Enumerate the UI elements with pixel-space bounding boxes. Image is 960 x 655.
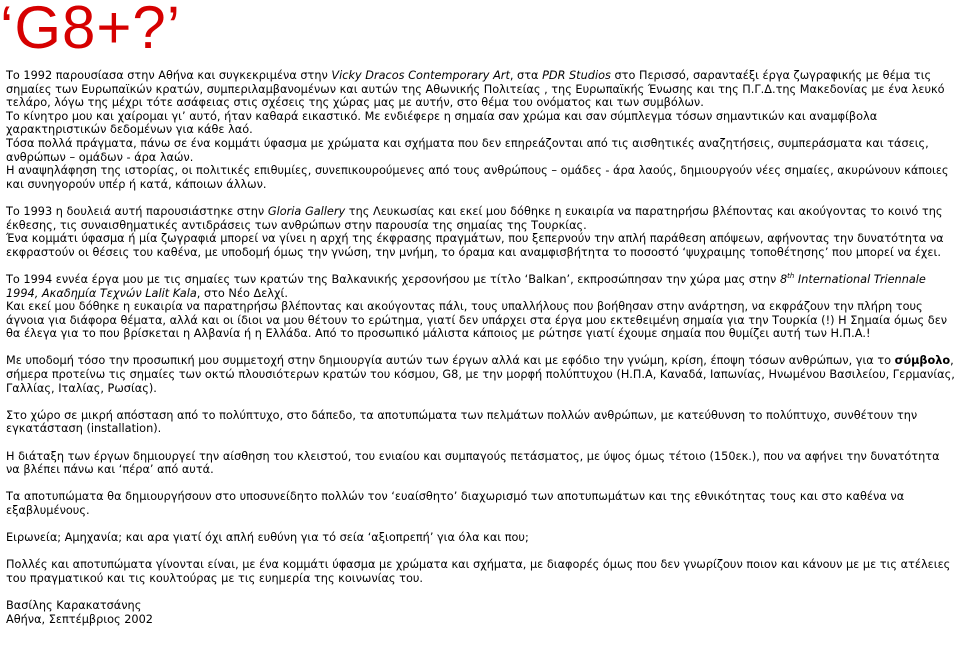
paragraph-g8-proposal: Με υποδομή τόσο την προσωπική μου συμμετοχή στην δημιουργία αυτών των έργων αλλά και με εφόδιο την γνώμη, κρίση, έποψη τόσων ανθρώπων, για το σύμβολο, σήμερα προτείνω τις σημαίες των οκτώ πλουσιότερων κρατών του κόσμου, G8, με την μορφή πολύπτυχου (Η.Π.Α, Καναδά, Ιαπωνίας, Ηνωμένου Βασιλείου, Γερμανίας, Γαλλίας, Ιταλίας, Ρωσίας). [6, 354, 955, 395]
paragraph-1992-exhibition: Το 1992 παρουσίασα στην Αθήνα και συγκεκριμένα στην Vicky Dracos Contemporary Art, στα PDR Studios στο Περισσό, σαρανταέξι έργα ζωγραφικής με θέμα τις σημαίες των Ευρωπαϊκών κρατών, συμπεριλαμβανομένων και αυτών της Αθωνικής Πολιτείας , της Ευρωπαϊκής Ένωσης και της Π.Γ.Δ.της Μακεδονίας με ένα λευκό τελάρο, λόγω της μέχρι τότε ασάφειας στις σχέσεις της χώρας μας με αυτήν, στο θέμα του ονόματος και των συμβόλων. [6, 69, 945, 110]
paragraph-footprints: Τα αποτυπώματα θα δημιουργήσουν στο υποσυνείδητο πολλών τον ‘ευαίσθητο’ διαχωρισμό των αποτυπωμάτων και της εθνικότητας τους και στο καθένα να εξαβλυμένους. [6, 490, 905, 517]
article-body [6, 69, 956, 626]
symbol-word: σύμβολο [894, 354, 951, 368]
studio-name: PDR Studios [542, 69, 611, 82]
paragraph-delhi-staff: Και εκεί μου δόθηκε η ευκαιρία να παρατηρήσω βλέποντας και ακούγοντας πάλι, τους υπαλλήλους που βοήθησαν στην ανάρτηση, να εκφράζουν την πλήρη τους άγνοια για διάφορα θέματα, αλλά και οι ίδιοι να μου θέτουν το ερώτημα, γιατί δεν υπάρχει στα έργα μου εκτεθειμένη σημαία για την Τουρκία (!) Η Σημαία όμως δεν θα έλεγα για το που βρίσκεται η Αλβανία ή η Ελλάδα. Από το προσωπικό μάλιστα κάποιος με ρώτησε γιατί έχουμε σημαία που θυμίζει αυτή των Η.Π.Α.! [6, 300, 948, 341]
page-title: ‘G8+?’ [0, 0, 182, 61]
paragraph-fabric: Ένα κομμάτι ύφασμα ή μία ζωγραφιά μπορεί να γίνει η αρχή της έκφρασης πραγμάτων, που ξεπερνούν την απλή παράθεση απόψεων, αφήνοντας την δυνατότητα να εκφραστούν οι θέσεις του καθένα, με υποδομή όμως την γνώση, την μνήμη, το όραμα και αναμφισβήτητα το ποσοστό ‘ψυχραιμης τοποθέτησης’ που μπορεί να έχει. [6, 232, 944, 259]
paragraph-irony: Ειρωνεία; Αμηχανία; και αρα γιατί όχι απλή ευθύνη για τό σεία ‘αξιοπρεπή’ για όλα και που; [6, 531, 529, 545]
paragraph-installation: Στο χώρο σε μικρή απόσταση από το πολύπτυχο, στο δάπεδο, τα αποτυπώματα των πελμάτων πολλών ανθρώπων, με κατεύθυνση το πολύπτυχο, συνθέτουν την εγκατάσταση (installation). [6, 408, 918, 436]
paragraph-1994-delhi: Το 1994 εννέα έργα μου με τις σημαίες των κρατών της Βαλκανικής χερσονήσου με τίτλο ‘Balkan’, εκπροσώπησαν την χώρα μας στην 8th International Triennale 1994, Ακαδημία Τεχνών Lalit Kala, στο Νέο Δελχί. [6, 272, 926, 300]
paragraph-arrangement: Η διάταξη των έργων δημιουργεί την αίσθηση του κλειστού, του ενιαίου και συμπαγούς πετάσματος, με ύψος όμως τέτοιο (150εκ.), που να αφήνει την δυνατότητα να βλέπει πάνω και ‘πέρα’ από αυτά. [6, 449, 940, 477]
author-name: Βασίλης Καρακατσάνης [6, 599, 142, 613]
paragraph-1993-nicosia: Το 1993 η δουλειά αυτή παρουσιάστηκε στην Gloria Gallery της Λευκωσίας και εκεί μου δόθηκε η ευκαιρία να παρατηρήσω βλέποντας και ακούγοντας το κοινό της έκθεσης, τις συναισθηματικές αντιδράσεις των ανθρώπων στην παρουσία της σημαίας της Τουρκίας. [6, 204, 943, 232]
venue-name: Vicky Dracos Contemporary Art [331, 69, 510, 82]
paragraph-history: Η αναψηλάφηση της ιστορίας, οι πολιτικές επιθυμίες, συνεπικουρούμενες από τους ανθρώπους – ομάδες - άρα λαούς, δημιουργούν νέες σημαίες, ακυρώνουν κάποιες και συνηγορούν υπέρ ή κατά, κάποιων άλλων. [6, 164, 949, 191]
paragraph-many-things: Τόσα πολλά πράγματα, πάνω σε ένα κομμάτι ύφασμα με χρώματα και σχήματα που δεν επηρεάζονται από τις αισθητικές αναζητήσεις, συμπεράσματα και τάσεις, ανθρώπων – ομάδων - άρα λαών. [6, 136, 929, 164]
place-date: Αθήνα, Σεπτέμβριος 2002 [6, 612, 153, 626]
triennale-name: 8th International Triennale 1994, Ακαδημία Τεχνών Lalit Kala [6, 272, 926, 300]
paragraph-closing: Πολλές και αποτυπώματα γίνονται είναι, με ένα κομμάτι ύφασμα με χρώματα και σχήματα, με διαφορές όμως που δεν γνωρίζουν ποιον και κάνουν με με τις ατέλειες του πραγματικού και τις κουλτούρας με τις ευημερία της κοινωνίας του. [6, 558, 951, 585]
paragraph-motive: Το κίνητρο μου και χαίρομαι γι’ αυτό, ήταν καθαρά εικαστικό. Με ενδιέφερε η σημαία σαν χρώμα και σαν σύμπλεγμα τόσων σημαντικών και αναμφίβολα χαρακτηριστικών δεδομένων για κάθε λαό. [6, 109, 878, 137]
gallery-name: Gloria Gallery [267, 204, 346, 218]
